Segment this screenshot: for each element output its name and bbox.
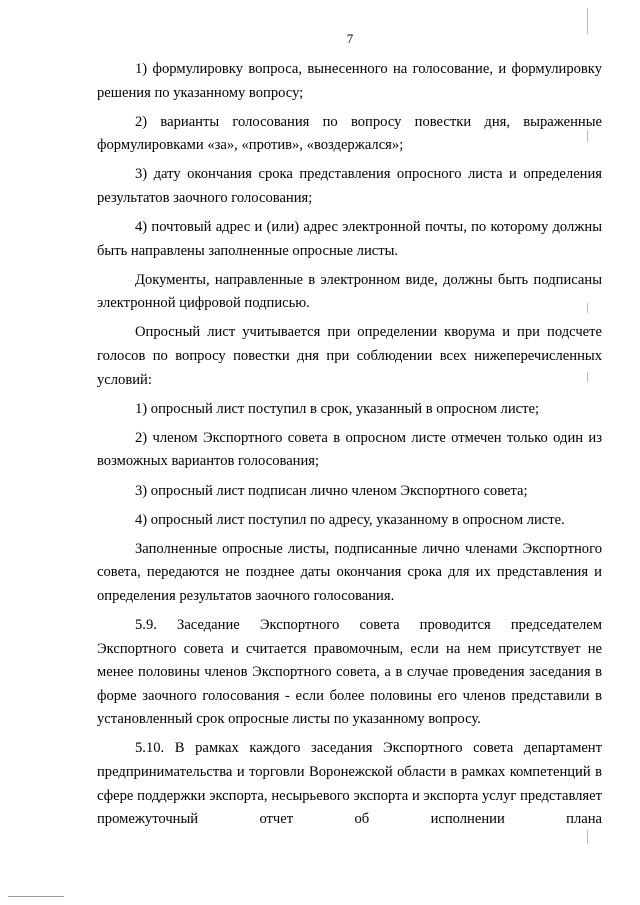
paragraph-condition-2: 2) членом Экспортного совета в опросном листе отмечен только один из возможных вариантов голосования;	[97, 429, 602, 470]
margin-scan-mark	[587, 372, 588, 382]
margin-scan-mark	[587, 830, 588, 844]
margin-scan-mark	[587, 130, 588, 142]
paragraph-section-5-9: 5.9. Заседание Экспортного совета проводится председателем Экспортного совета и считается правомочным, если на нем присутствует не менее половины членов Экспортного совета, а в случае проведения заседания в форме заочного голосования - если более половины его членов представили в установленный срок опросные листы по указанному вопросу.	[97, 616, 602, 728]
paragraph-item-2: 2) варианты голосования по вопросу повестки дня, выраженные формулировками «за», «против», «воздержался»;	[97, 113, 602, 154]
margin-scan-mark	[587, 303, 588, 313]
paragraph-condition-4: 4) опросный лист поступил по адресу, указанному в опросном листе.	[135, 511, 565, 528]
paragraph-filled-sheets: Заполненные опросные листы, подписанные лично членами Экспортного совета, передаются не позднее даты окончания срока для их представления и определения результатов заочного голосования.	[97, 540, 602, 604]
page-number: 7	[346, 31, 354, 46]
paragraph-quorum: Опросный лист учитывается при определении кворума и при подсчете голосов по вопросу повестки дня при соблюдении всех нижеперечисленных условий:	[97, 324, 602, 388]
paragraph-item-3: 3) дату окончания срока представления опросного листа и определения результатов заочного голосования;	[97, 166, 602, 206]
document-body	[97, 58, 602, 837]
paragraph-item-4: 4) почтовый адрес и (или) адрес электронной почты, по которому должны быть направлены заполненные опросные листы.	[97, 219, 602, 259]
paragraph-item-1: 1) формулировку вопроса, вынесенного на голосование, и формулировку решения по указанному вопросу;	[97, 61, 602, 101]
paragraph-electronic-docs: Документы, направленные в электронном виде, должны быть подписаны электронной цифровой подписью.	[97, 271, 602, 312]
paragraph-condition-1: 1) опросный лист поступил в срок, указанный в опросном листе;	[135, 400, 540, 417]
footer-divider	[8, 896, 64, 897]
margin-scan-mark	[587, 8, 588, 34]
paragraph-condition-3: 3) опросный лист подписан лично членом Экспортного совета;	[135, 482, 528, 499]
paragraph-section-5-10: 5.10. В рамках каждого заседания Экспортного совета департамент предпринимательства и торговли Воронежской области в рамках компетенций в сфере поддержки экспорта, несырьевого экспорта и экспорта услуг представляет промежуточный отчет об исполнении плана	[97, 740, 602, 828]
